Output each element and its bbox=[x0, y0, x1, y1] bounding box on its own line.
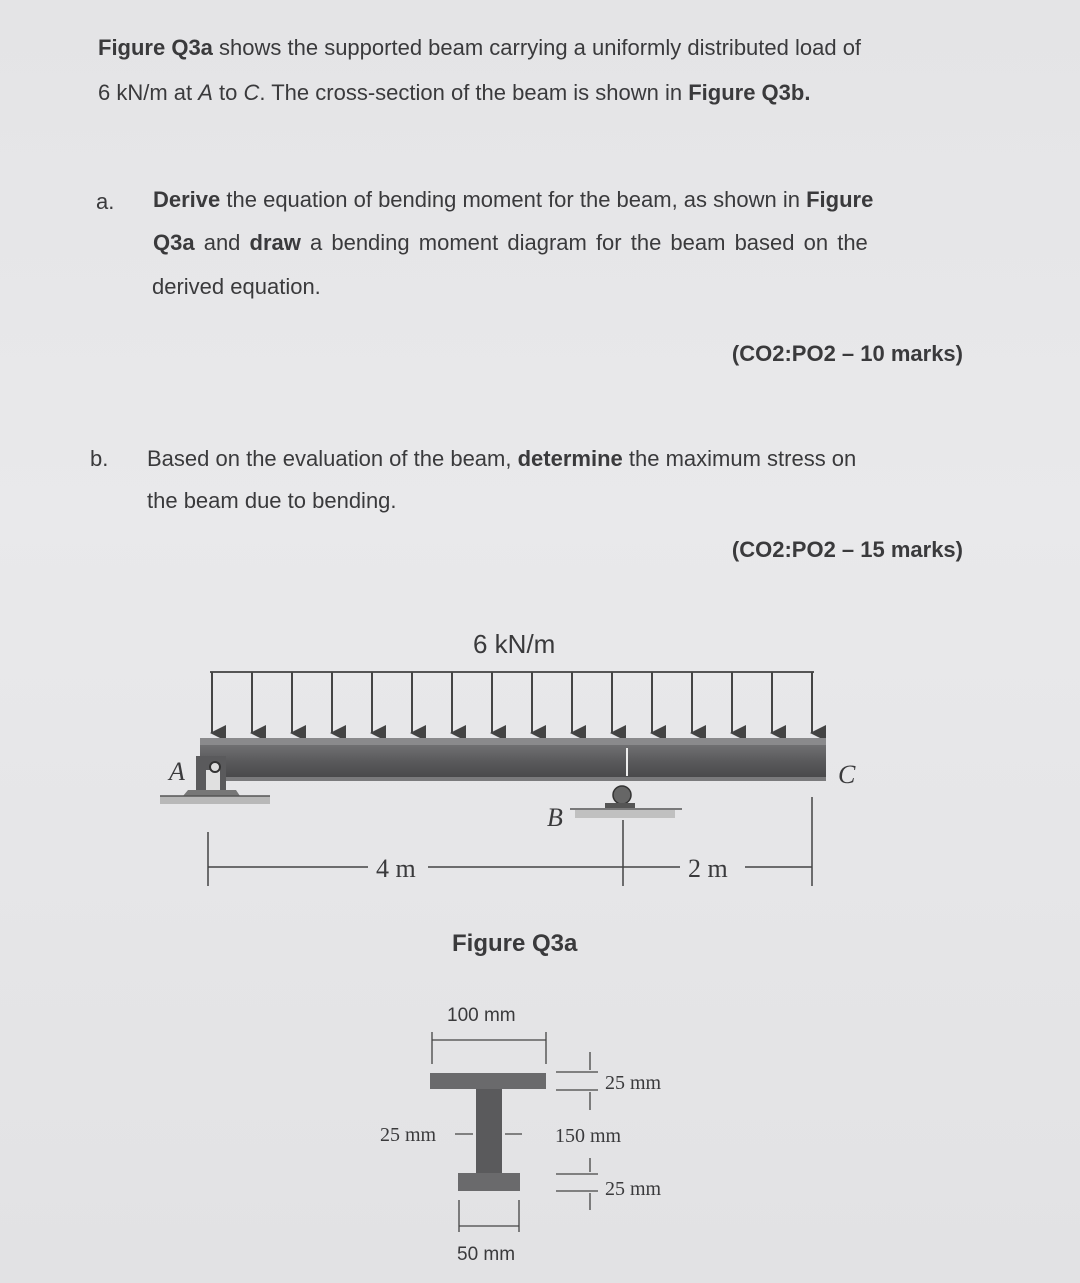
figure-ref: Figure bbox=[806, 187, 874, 212]
load-label: 6 kN/m bbox=[473, 629, 556, 659]
question-a-letter: a. bbox=[96, 189, 115, 214]
point-ref: A bbox=[198, 80, 213, 105]
beam bbox=[200, 738, 826, 781]
intro-text: shows the supported beam carrying a uniformly distributed load of bbox=[212, 35, 862, 60]
top-flange-thickness-label: 25 mm bbox=[605, 1072, 662, 1094]
question-b-line-2: the beam due to bending. bbox=[147, 488, 397, 513]
flange-width-label: 100 mm bbox=[447, 1005, 516, 1026]
point-c-label: C bbox=[838, 760, 856, 789]
keyword: draw bbox=[249, 230, 301, 255]
question-b-letter: b. bbox=[90, 446, 109, 471]
web-thickness-label: 25 mm bbox=[380, 1124, 437, 1146]
question-a-marks: (CO2:PO2 – 10 marks) bbox=[731, 341, 963, 366]
question-text: Based on the evaluation of the beam, bbox=[147, 446, 518, 471]
question-text: a bending moment diagram for the beam based on the bbox=[300, 230, 868, 255]
figure-ref: Figure Q3a bbox=[98, 35, 213, 60]
span-bc-label: 2 m bbox=[688, 854, 728, 883]
figure-ref: Q3a bbox=[153, 230, 195, 255]
intro-text: 6 kN/m at bbox=[98, 80, 199, 105]
question-a-line-3: derived equation. bbox=[152, 274, 321, 299]
load-arrows bbox=[212, 672, 812, 733]
bottom-flange-width-label: 50 mm bbox=[457, 1244, 516, 1265]
web-height-label: 150 mm bbox=[555, 1125, 622, 1147]
question-b-marks: (CO2:PO2 – 15 marks) bbox=[731, 537, 963, 562]
question-text: and bbox=[194, 230, 250, 255]
point-a-label: A bbox=[169, 757, 185, 786]
intro-text: to bbox=[212, 80, 244, 105]
point-b-label: B bbox=[547, 803, 563, 832]
question-text: the maximum stress on bbox=[622, 446, 857, 471]
question-text: the equation of bending moment for the beam, as shown in bbox=[220, 187, 807, 212]
intro-text: . The cross-section of the beam is shown in bbox=[259, 80, 689, 105]
bottom-flange-thickness-label: 25 mm bbox=[605, 1178, 662, 1200]
figure-q3a-caption: Figure Q3a bbox=[452, 930, 578, 957]
point-ref: C bbox=[243, 80, 260, 105]
figure-ref: Figure Q3b. bbox=[688, 80, 811, 105]
span-ab-label: 4 m bbox=[376, 854, 416, 883]
keyword: determine bbox=[517, 446, 623, 471]
keyword: Derive bbox=[153, 187, 221, 212]
i-beam-section bbox=[430, 1073, 546, 1191]
roller-support-b bbox=[570, 786, 682, 818]
